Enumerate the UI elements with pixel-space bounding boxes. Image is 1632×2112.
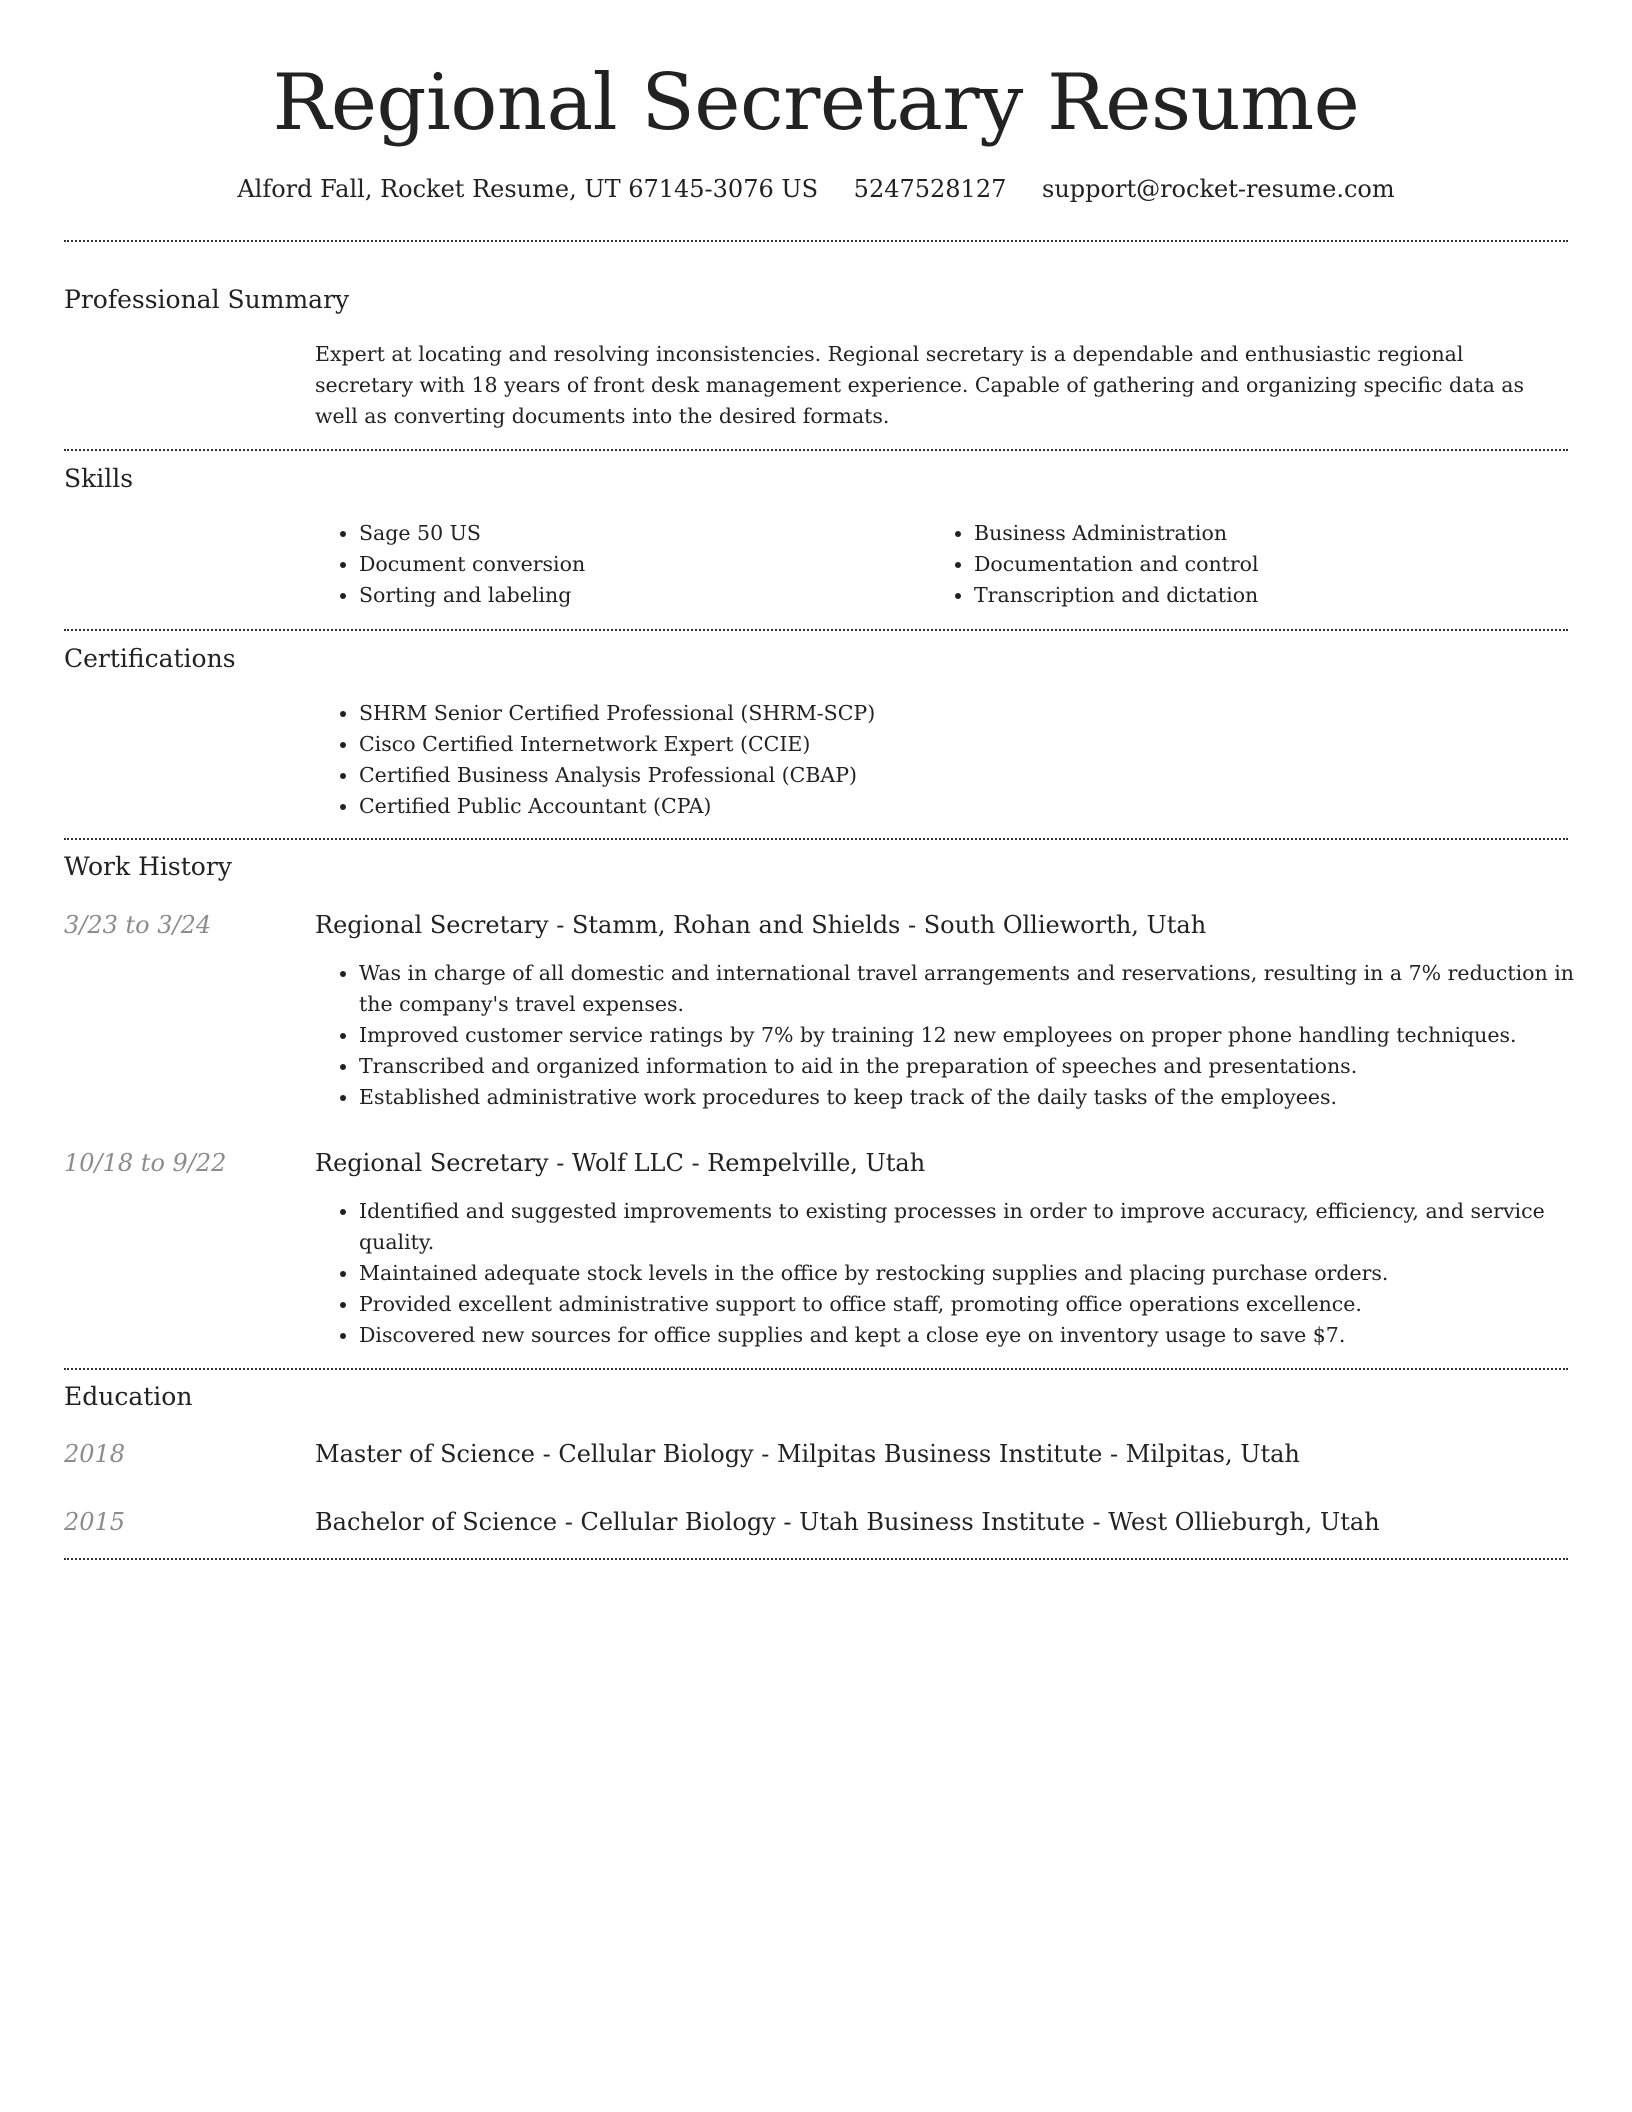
skill-item: • Sage 50 US bbox=[359, 518, 879, 549]
skill-item: • Documentation and control bbox=[974, 549, 1574, 580]
summary-text: Expert at locating and resolving inconsistencies. Regional secretary is a dependable and enthusiastic regional secretary with 18 years of front desk management experience. Capable of gathering and organizing specific data as well as converting documents into the desired formats. bbox=[315, 342, 1525, 428]
job-bullets bbox=[315, 958, 1579, 1113]
job-bullet: • Was in charge of all domestic and international travel arrangements and reservations, resulting in a 7% reduction in the company's travel expenses. bbox=[359, 958, 1579, 1020]
skill-item: • Transcription and dictation bbox=[974, 580, 1574, 611]
contact-phone: 5247528127 bbox=[853, 175, 1007, 203]
section-heading-summary: Professional Summary bbox=[64, 285, 350, 314]
contact-email: support@rocket-resume.com bbox=[1042, 175, 1395, 203]
education-year: 2015 bbox=[64, 1508, 126, 1536]
skill-item: • Document conversion bbox=[359, 549, 879, 580]
education-year: 2018 bbox=[64, 1440, 126, 1468]
section-heading-certifications: Certifications bbox=[64, 644, 236, 673]
certification-item: • SHRM Senior Certified Professional (SHRM-SCP) bbox=[359, 698, 1559, 729]
job-bullet: • Provided excellent administrative support to office staff, promoting office operations excellence. bbox=[359, 1289, 1579, 1320]
job-bullet: • Identified and suggested improvements to existing processes in order to improve accuracy, efficiency, and service quality. bbox=[359, 1196, 1579, 1258]
section-heading-education: Education bbox=[64, 1382, 193, 1411]
certification-item: • Certified Public Accountant (CPA) bbox=[359, 791, 1559, 822]
contact-line bbox=[64, 168, 1568, 210]
job-bullet: • Established administrative work procedures to keep track of the daily tasks of the employees. bbox=[359, 1082, 1579, 1113]
job-bullet: • Improved customer service ratings by 7% by training 12 new employees on proper phone handling techniques. bbox=[359, 1020, 1579, 1051]
job-bullet: • Transcribed and organized information to aid in the preparation of speeches and presentations. bbox=[359, 1051, 1579, 1082]
divider bbox=[64, 838, 1568, 840]
section-heading-skills: Skills bbox=[64, 464, 134, 493]
skill-item: • Sorting and labeling bbox=[359, 580, 879, 611]
divider bbox=[64, 449, 1568, 451]
job-bullets bbox=[315, 1196, 1579, 1351]
resume-title: Regional Secretary Resume bbox=[272, 58, 1360, 148]
certification-item: • Certified Business Analysis Professional (CBAP) bbox=[359, 760, 1559, 791]
skills-list-left bbox=[315, 518, 879, 611]
job-bullet: • Discovered new sources for office supplies and kept a close eye on inventory usage to save $7. bbox=[359, 1320, 1579, 1351]
divider bbox=[64, 240, 1568, 242]
skills-list-right bbox=[930, 518, 1574, 611]
section-heading-work: Work History bbox=[64, 852, 232, 881]
job-bullet: • Maintained adequate stock levels in the office by restocking supplies and placing purchase orders. bbox=[359, 1258, 1579, 1289]
job-dates: 10/18 to 9/22 bbox=[64, 1149, 227, 1177]
education-title: Bachelor of Science - Cellular Biology - Utah Business Institute - West Ollieburgh, Utah bbox=[315, 1508, 1380, 1536]
divider bbox=[64, 1558, 1568, 1560]
certifications-list bbox=[315, 698, 1559, 822]
skill-item: • Business Administration bbox=[974, 518, 1574, 549]
contact-address: Alford Fall, Rocket Resume, UT 67145-3076 US bbox=[237, 175, 819, 203]
job-dates: 3/23 to 3/24 bbox=[64, 911, 212, 939]
divider bbox=[64, 629, 1568, 631]
divider bbox=[64, 1368, 1568, 1370]
job-title: Regional Secretary - Wolf LLC - Rempelville, Utah bbox=[315, 1149, 926, 1177]
education-title: Master of Science - Cellular Biology - Milpitas Business Institute - Milpitas, Utah bbox=[315, 1440, 1300, 1468]
certification-item: • Cisco Certified Internetwork Expert (CCIE) bbox=[359, 729, 1559, 760]
job-title: Regional Secretary - Stamm, Rohan and Shields - South Ollieworth, Utah bbox=[315, 911, 1207, 939]
